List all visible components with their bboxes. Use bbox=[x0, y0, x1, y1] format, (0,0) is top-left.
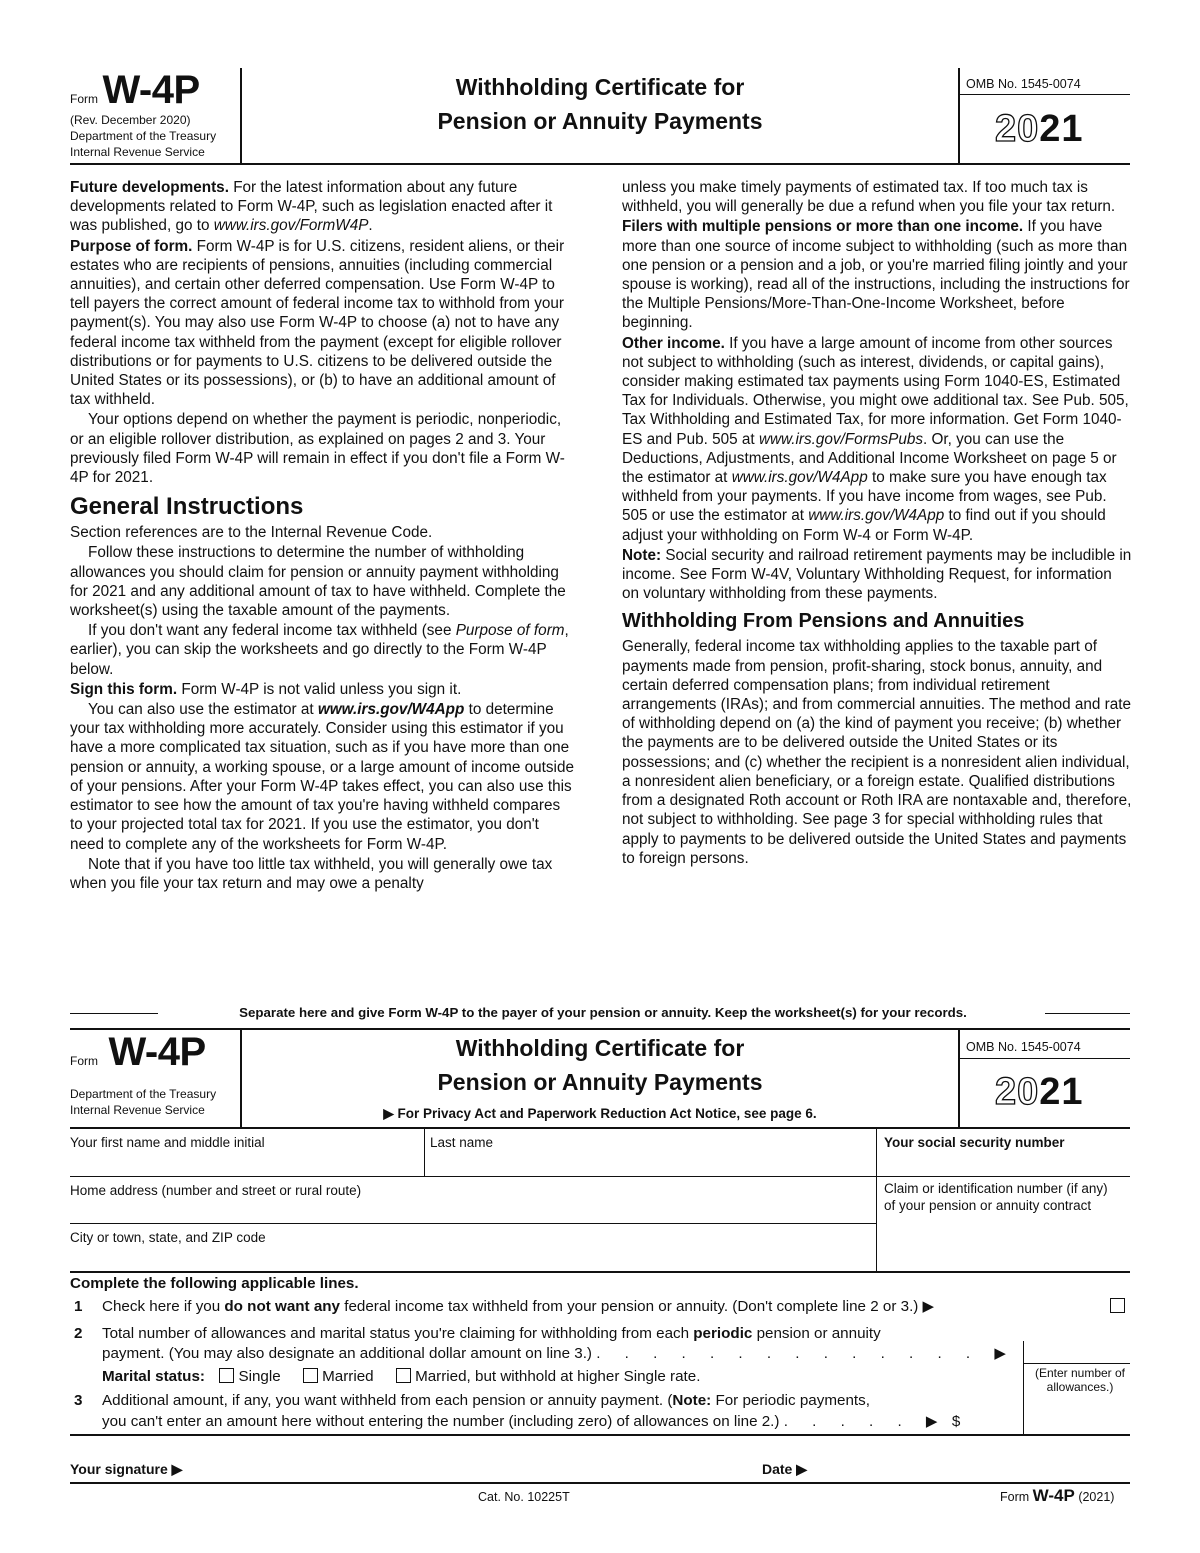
form-number-2: W-4P bbox=[108, 1030, 206, 1074]
complete-lines-heading: Complete the following applicable lines. bbox=[70, 1275, 359, 1292]
ssn-field[interactable]: Your social security number bbox=[884, 1135, 1065, 1150]
multiple-pensions: Filers with multiple pensions or more than one income. If you have more than one source of income subject to withholding (such as more than one pension or a pension and a job, or you're married filing jointly and your spouse is working), read all of the instructions, including the instructions for the Multiple Pensions/More-Than-One-Income Worksheet, before beginning. bbox=[622, 218, 1130, 332]
department: Department of the Treasury bbox=[70, 129, 217, 143]
tax-year: 2021 bbox=[995, 108, 1084, 150]
additional-amount-input[interactable] bbox=[1024, 1390, 1130, 1432]
link-formspubs[interactable]: www.irs.gov/FormsPubs bbox=[758, 430, 923, 448]
catalog-number: Cat. No. 10225T bbox=[478, 1490, 570, 1504]
purpose-of-form: Purpose of form. Form W-4P is for U.S. citizens, resident aliens, or their estates who are recipients of pensions, annuities (including commercial annuities), and certain other deferred compensation. Use Form W-4P to tell payers the correct amount of federal income tax to withhold from your payment(s). You may also use Form W-4P to choose (a) not to have any federal income tax withheld from the payment (except for eligible rollover distributions or for payments to U.S. citizens to be delivered outside the United States or its possessions), or (b) to have an additional amount of tax withheld. bbox=[70, 237, 565, 409]
separator-line bbox=[70, 1003, 1130, 1023]
footer-form-id: Form W-4P (2021) bbox=[1000, 1486, 1115, 1505]
page-title: Withholding Certificate for Pension or Annuity Payments bbox=[437, 74, 763, 134]
no-withholding-checkbox[interactable] bbox=[1110, 1298, 1125, 1313]
form-id-block bbox=[70, 70, 240, 160]
follow-paragraph: Follow these instructions to determine the number of withholding allowances you should claim for pension or annuity payment withholding for 2021 and any additional amount of tax to have withheld. Complete the worksheet(s) using the taxable amount of the payments. bbox=[70, 544, 566, 620]
link-w4app[interactable]: www.irs.gov/W4App bbox=[317, 701, 465, 719]
home-address-field[interactable]: Home address (number and street or rural route) bbox=[70, 1183, 362, 1198]
form-id-block-2: Form W-4P Department of the Treasury Internal Revenue Service bbox=[70, 1030, 217, 1117]
revision: (Rev. December 2020) bbox=[70, 113, 191, 127]
married-higher-checkbox[interactable] bbox=[396, 1368, 411, 1383]
withholding-heading: Withholding From Pensions and Annuities bbox=[622, 610, 1025, 633]
form-word: Form bbox=[70, 92, 98, 106]
separator-text: Separate here and give Form W-4P to the payer of your pension or annuity. Keep the worksheet(s) for your records. bbox=[239, 1005, 967, 1020]
line-1: 1 Check here if you do not want any federal income tax withheld from your pension or annuity. (Don't complete line 2 or 3.) ▶ bbox=[74, 1298, 935, 1315]
too-little-paragraph: Note that if you have too little tax withheld, you will generally owe tax when you file your tax return and may owe a penalty bbox=[70, 855, 553, 892]
line-2: 2 Total number of allowances and marital status you're claiming for withholding from each periodic pension or annuity bbox=[74, 1325, 881, 1342]
link-w4app-3[interactable]: www.irs.gov/W4App bbox=[808, 507, 945, 525]
section-references: Section references are to the Internal Revenue Code. bbox=[70, 524, 433, 542]
irs-name: Internal Revenue Service bbox=[70, 145, 205, 159]
line-2-cont: payment. (You may also designate an additional dollar amount on line 3.) . . . . . . . . . . . . . . ▶ bbox=[102, 1345, 1017, 1362]
other-income: Other income. If you have a large amount of income from other sources not subject to withholding (such as interest, dividends, or capital gains), consider making estimated tax payments using Form 1040-ES, Estimated Tax for Individuals. Otherwise, you might owe additional tax. See Pub. 505, Tax Withholding and Estimated Tax, for more information. Get Form 1040-ES and Pub. 505 at www.irs.gov/FormsPubs. Or, you can use the Deductions, Adjustments, and Additional Income Worksheet on page 5 or the estimator at www.irs.gov/W4App to make sure you have enough tax withheld from your payments. If you have income from wages, see Pub. 505 or use the estimator at www.irs.gov/W4App to find out if you should adjust your withholding on Form W-4 or Form W-4P. bbox=[622, 334, 1129, 544]
instructions-left-column bbox=[70, 178, 575, 894]
instructions-right-column bbox=[622, 178, 1132, 869]
single-checkbox[interactable] bbox=[219, 1368, 234, 1383]
last-name-field[interactable]: Last name bbox=[430, 1135, 494, 1150]
form-number: W-4P bbox=[102, 68, 200, 112]
continued-paragraph: unless you make timely payments of estimated tax. If too much tax is withheld, you will generally be due a refund when you file your tax return. bbox=[622, 179, 1116, 216]
sign-this-form: Sign this form. Form W-4P is not valid unless you sign it. bbox=[70, 680, 462, 698]
general-instructions-heading: General Instructions bbox=[70, 493, 304, 521]
marital-status-row: Marital status: Single Married Married, but withhold at higher Single rate. bbox=[102, 1368, 701, 1385]
claim-number-field[interactable]: Claim or identification number (if any) of your pension or annuity contract bbox=[884, 1181, 1108, 1213]
line-3: 3 Additional amount, if any, you want withheld from each pension or annuity payment. (Note: For periodic payments, bbox=[74, 1392, 870, 1409]
tax-year-2: 2021 bbox=[995, 1071, 1084, 1113]
link-formw4p[interactable]: www.irs.gov/FormW4P bbox=[213, 217, 369, 235]
allowances-input[interactable] bbox=[1024, 1341, 1130, 1363]
line-3-cont: you can't enter an amount here without entering the number (including zero) of allowances on line 2.) . . . . . ▶ $ bbox=[102, 1413, 961, 1430]
options-paragraph: Your options depend on whether the payment is periodic, nonperiodic, or an eligible rollover distribution, as explained on pages 2 and 3. Your previously filed Form W-4P will remain in effect if you don't file a Form W-4P for 2021. bbox=[70, 411, 565, 487]
withholding-paragraph: Generally, federal income tax withholding applies to the taxable part of payments made from pension, profit-sharing, stock bonus, annuity, and certain deferred compensation plans; from individual retirement arrangements (IRAs); and from commercial annuities. The method and rate of withholding depend on (a) the kind of payment you receive; (b) whether the payments are to be delivered outside the United States or its possessions; and (c) whether the recipient is a nonresident alien individual, a nonresident alien beneficiary, or a foreign estate. Qualified distributions from a designated Roth account or Roth IRA are nontaxable and, therefore, not subject to withholding. See page 3 for special withholding rules that apply to payments to be delivered outside the United States and payments to foreign persons. bbox=[622, 638, 1132, 867]
note-social-security: Note: Social security and railroad retirement payments may be includible in income. See Form W-4V, Voluntary Withholding Request, for information on voluntary withholding from these payments. bbox=[622, 546, 1132, 603]
first-name-field[interactable]: Your first name and middle initial bbox=[70, 1135, 265, 1150]
estimator-paragraph: You can also use the estimator at www.irs.gov/W4App to determine your tax withholding more accurately. Consider using this estimator if you have a more complicated tax situation, such as if you have more than one pension or annuity, a working spouse, or a large amount of income outside of your pensions. After your Form W-4P takes effect, you can also use this estimator to see how the amount of tax you're having withheld compares to your projected total tax for 2021. If you use the estimator, you don't need to complete any of the worksheets for Form W-4P. bbox=[70, 701, 574, 853]
city-field[interactable]: City or town, state, and ZIP code bbox=[70, 1230, 266, 1245]
privacy-notice: ▶ For Privacy Act and Paperwork Reduction Act Notice, see page 6. bbox=[383, 1106, 817, 1121]
married-checkbox[interactable] bbox=[303, 1368, 318, 1383]
enter-number-note: (Enter number of allowances.) bbox=[1034, 1366, 1126, 1394]
future-developments: Future developments. For the latest information about any future developments related to Form W-4P, such as legislation enacted after it was published, go to www.irs.gov/FormW4P. bbox=[70, 179, 553, 235]
date-field[interactable]: Date ▶ bbox=[762, 1461, 808, 1477]
omb-number: OMB No. 1545-0074 bbox=[966, 77, 1081, 91]
link-w4app-2[interactable]: www.irs.gov/W4App bbox=[731, 469, 868, 487]
signature-field[interactable]: Your signature ▶ bbox=[70, 1461, 183, 1477]
no-withholding-paragraph: If you don't want any federal income tax withheld (see Purpose of form, earlier), you can skip the worksheets and go directly to the Form W-4P below. bbox=[70, 622, 569, 678]
form-title-2: Withholding Certificate for Pension or Annuity Payments bbox=[437, 1035, 763, 1095]
